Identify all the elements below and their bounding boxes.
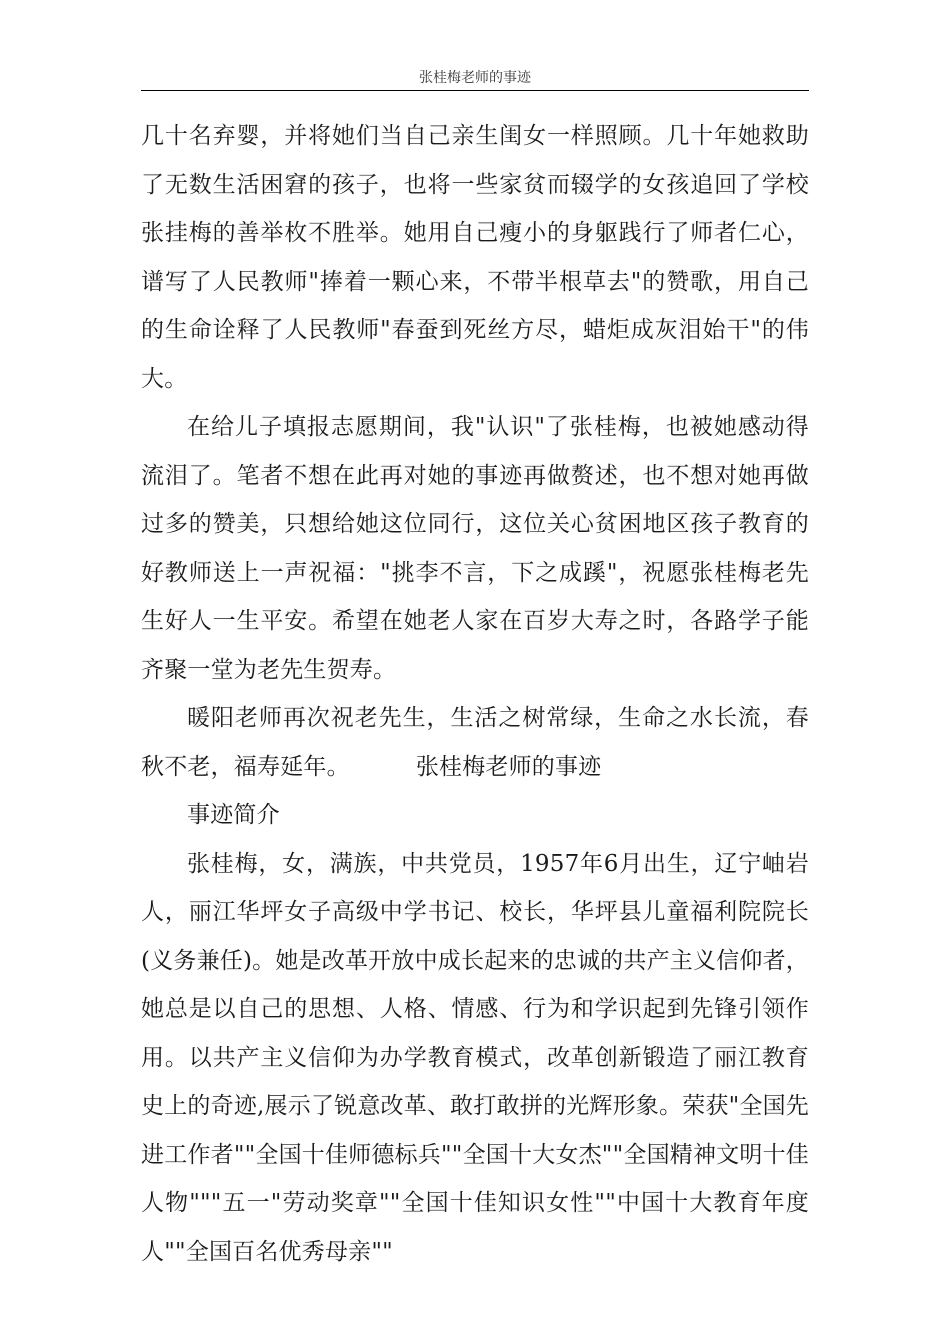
paragraph-3-text: 暖阳老师再次祝老先生，生活之树常绿，生命之水长流，春秋不老，福寿延年。 — [141, 705, 809, 780]
paragraph-2: 在给儿子填报志愿期间，我"认识"了张桂梅，也被她感动得流泪了。笔者不想在此再对她的事迹再做赘述，也不想对她再做过多的赞美，只想给她这位同行，这位关心贫困地区孩子教育的好教师送上一声祝福："挑李不言，下之成蹊"，祝愿张桂梅老先生好人一生平安。希望在她老人家在百岁大寿之时，各路学子能齐聚一堂为老先生贺寿。 — [141, 414, 809, 683]
header-title: 张桂梅老师的事迹 — [419, 70, 531, 86]
subsection-heading: 事迹简介 — [187, 802, 280, 828]
section-title: 张桂梅老师的事迹 — [415, 753, 602, 780]
paragraph-5: 张桂梅，女，满族，中共党员，1957年6月出生，辽宁岫岩人，丽江华坪女子高级中学书记、校长，华坪县儿童福利院院长(义务兼任)。她是改革开放中成长起来的忠诚的共产主义信仰者，她总是以自己的思想、人格、情感、行为和学识起到先锋引领作用。以共产主义信仰为办学教育模式，改革创新锻造了丽江教育史上的奇迹,展示了锐意改革、敢打敢拼的光辉形象。荣获"全国先进工作者""全国十佳师德标兵""全国十大女杰""全国精神文明十佳人物"""五一"劳动奖章""全国十佳知识女性""中国十大教育年度人""全国百名优秀母亲"" — [141, 850, 809, 1265]
document-body — [141, 112, 809, 1276]
paragraph-3 — [141, 694, 809, 791]
page-header — [141, 70, 809, 91]
paragraph-1: 几十名弃婴，并将她们当自己亲生闺女一样照顾。几十年她救助了无数生活困窘的孩子，也将一些家贫而辍学的女孩追回了学校张挂梅的善举枚不胜举。她用自己瘦小的身躯践行了师者仁心，谱写了人民教师"捧着一颗心来，不带半根草去"的赞歌，用自己的生命诠释了人民教师"春蚕到死丝方尽，蜡炬成灰泪始干"的伟大。 — [141, 123, 809, 392]
